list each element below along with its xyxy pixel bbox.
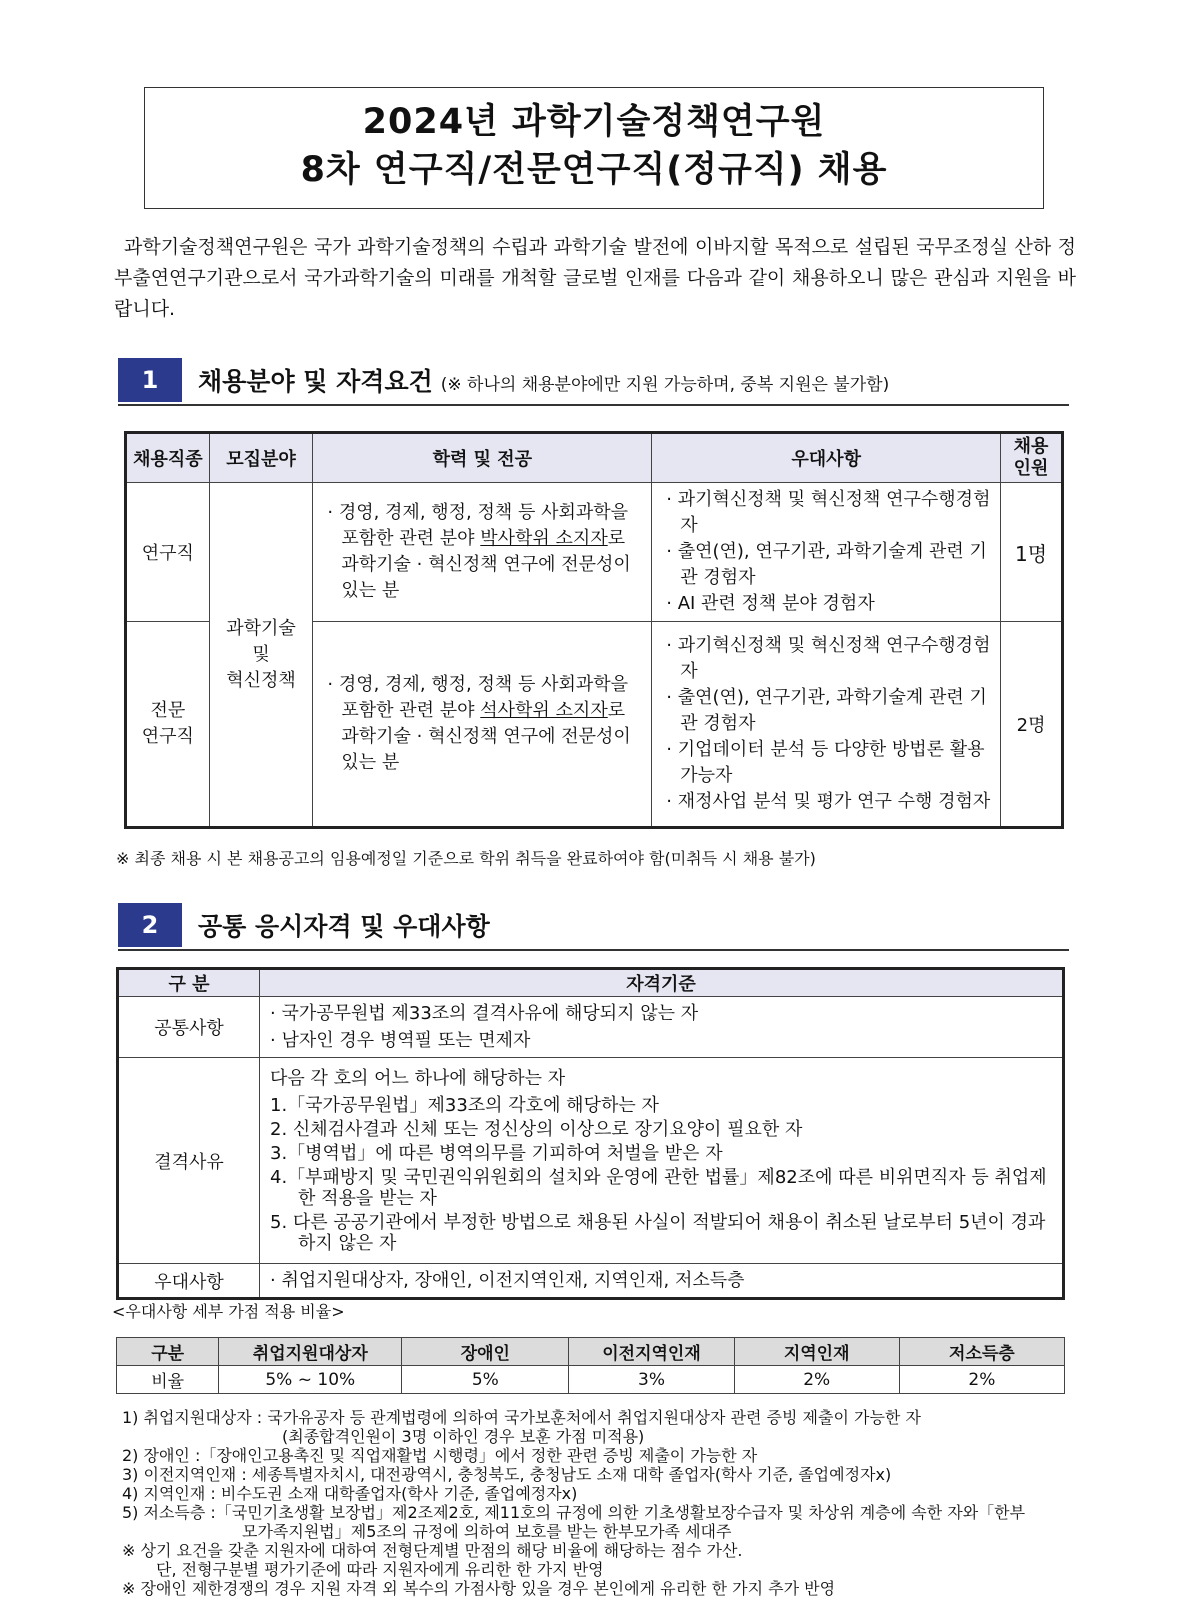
intro-paragraph: 과학기술정책연구원은 국가 과학기술정책의 수립과 과학기술 발전에 이바지할 목적으로 설립된 국무조정실 산하 정부출연연구기관으로서 국가과학기술의 미래를 개척할 글로벌 인재를 다음과 같이 채용하오니 많은 관심과 지원을 바랍니다. — [114, 236, 1076, 320]
disq-item: 5. 다른 공공기관에서 부정한 방법으로 채용된 사실이 적발되어 채용이 취소된 날로부터 5년이 경과하지 않은 자 — [270, 1211, 1046, 1254]
disq-intro: 다음 각 호의 어느 하나에 해당하는 자 — [270, 1067, 566, 1089]
pref-item: · 출연(연), 연구기관, 과학기술계 관련 기관 경험자 — [666, 541, 987, 588]
title-box — [144, 87, 1044, 209]
note-line: 4) 지역인재 : 비수도권 소재 대학졸업자(학사 기준, 졸업예정자x) — [122, 1484, 578, 1503]
disq-label: 결격사유 — [118, 1058, 260, 1264]
pref-item: · 재정사업 분석 및 평가 연구 수행 경험자 — [666, 791, 991, 812]
common-item: · 남자인 경우 병역필 또는 면제자 — [270, 1030, 531, 1051]
edu-item: · 경영, 경제, 행정, 정책 등 사회과학을 포함한 관련 분야 박사학위 소지자로 과학기술 · 혁신정책 연구에 전문성이 있는 분 — [327, 502, 631, 601]
pref-text: 출연(연), 연구기관, 과학기술계 관련 기관 경험자 — [677, 541, 987, 588]
page-subtitle: 8차 연구직/전문연구직(정규직) 채용 — [300, 150, 888, 190]
common-item: · 국가공무원법 제33조의 결격사유에 해당되지 않는 자 — [270, 1003, 699, 1024]
bonus-cell: 3% — [569, 1366, 734, 1394]
pref-text: AI 관련 정책 분야 경험자 — [677, 593, 875, 614]
edu-text: 경영, 경제, 행정, 정책 등 사회과학을 포함한 관련 분야 — [338, 502, 629, 549]
section-title: 공통 응시자격 및 우대사항 — [198, 912, 490, 941]
note-line: 5) 저소득층 :「국민기초생활 보장법」제2조제2호, 제11호의 규정에 의한 기초생활보장수급자 및 차상위 계층에 속한 자와「한부 — [122, 1503, 1026, 1522]
header-count: 채용 인원 — [1001, 433, 1063, 483]
bonus-header: 저소득층 — [899, 1338, 1064, 1366]
count-professional: 2명 — [1001, 622, 1063, 828]
page-title: 2024년 과학기술정책연구원 — [362, 102, 826, 142]
common-text: 남자인 경우 병역필 또는 면제자 — [281, 1030, 531, 1051]
recruitment-table — [124, 431, 1064, 829]
qualification-table — [116, 967, 1065, 1300]
section-note: (※ 하나의 채용분야에만 지원 가능하며, 중복 지원은 불가함) — [440, 375, 890, 395]
header-field: 모집분야 — [209, 433, 313, 483]
pref-item: · 기업데이터 분석 등 다양한 방법론 활용 가능자 — [666, 739, 985, 786]
bonus-table — [116, 1337, 1065, 1394]
bonus-cell: 5% — [402, 1366, 569, 1394]
pref-criteria: · 취업지원대상자, 장애인, 이전지역인재, 지역인재, 저소득층 — [260, 1264, 1064, 1299]
note-line: (최종합격인원이 3명 이하인 경우 보훈 가점 미적용) — [282, 1427, 645, 1446]
common-text: 국가공무원법 제33조의 결격사유에 해당되지 않는 자 — [281, 1003, 699, 1024]
bonus-header: 취업지원대상자 — [219, 1338, 402, 1366]
edu-text: 경영, 경제, 행정, 정책 등 사회과학을 포함한 관련 분야 — [338, 674, 629, 721]
pref-text: 기업데이터 분석 등 다양한 방법론 활용 가능자 — [677, 739, 985, 786]
section-2-header — [118, 903, 1069, 951]
section-number: 1 — [118, 358, 182, 402]
bonus-header: 지역인재 — [734, 1338, 899, 1366]
edu-professional — [313, 622, 652, 828]
edu-researcher — [313, 483, 652, 622]
header-criteria: 자격기준 — [260, 969, 1064, 997]
bonus-caption: <우대사항 세부 가점 적용 비율> — [112, 1302, 345, 1321]
note-line: ※ 상기 요건을 갖춘 지원자에 대하여 전형단계별 만점의 해당 비율에 해당하는 점수 가산. — [122, 1541, 743, 1560]
note-line: 단, 전형구분별 평가기준에 따라 지원자에게 유리한 한 가지 반영 — [156, 1560, 604, 1579]
disq-item: 3.「병역법」에 따른 병역의무를 기피하여 처벌을 받은 자 — [270, 1142, 723, 1164]
pref-researcher — [652, 483, 1001, 622]
edu-degree: 박사학위 소지자 — [480, 528, 608, 549]
section-title — [198, 362, 889, 398]
bonus-cell: 5% ~ 10% — [219, 1366, 402, 1394]
header-preference: 우대사항 — [652, 433, 1001, 483]
edu-degree: 석사학위 소지자 — [480, 700, 608, 721]
pref-professional — [652, 622, 1001, 828]
section-1-header — [118, 358, 1069, 406]
pref-text: 과기혁신정책 및 혁신정책 연구수행경험자 — [677, 635, 991, 682]
edu-text: 로 과학기술 · 혁신정책 연구에 전문성이 있는 분 — [341, 700, 631, 773]
bonus-cell: 2% — [899, 1366, 1064, 1394]
bonus-header: 이전지역인재 — [569, 1338, 734, 1366]
bonus-header: 장애인 — [402, 1338, 569, 1366]
section-title-text: 채용분야 및 자격요건 — [198, 367, 433, 396]
field-cell: 과학기술 및 혁신정책 — [209, 483, 313, 828]
edu-text: 로 과학기술 · 혁신정책 연구에 전문성이 있는 분 — [341, 528, 631, 601]
edu-item: · 경영, 경제, 행정, 정책 등 사회과학을 포함한 관련 분야 석사학위 소지자로 과학기술 · 혁신정책 연구에 전문성이 있는 분 — [327, 674, 631, 773]
disq-item: 2. 신체검사결과 신체 또는 정신상의 이상으로 장기요양이 필요한 자 — [270, 1118, 803, 1140]
bonus-cell: 2% — [734, 1366, 899, 1394]
header-education: 학력 및 전공 — [313, 433, 652, 483]
pref-text: 출연(연), 연구기관, 과학기술계 관련 기관 경험자 — [677, 687, 987, 734]
pref-label: 우대사항 — [118, 1264, 260, 1299]
pref-item: · 과기혁신정책 및 혁신정책 연구수행경험자 — [666, 489, 991, 536]
note-line: 2) 장애인 :「장애인고용촉진 및 직업재활법 시행령」에서 정한 관련 증빙 제출이 가능한 자 — [122, 1446, 758, 1465]
bonus-header: 구분 — [117, 1338, 219, 1366]
job-professional: 전문 연구직 — [126, 622, 210, 828]
section-1-footnote: ※ 최종 채용 시 본 채용공고의 임용예정일 기준으로 학위 취득을 완료하여야 함(미취득 시 채용 불가) — [116, 849, 816, 868]
disq-criteria — [260, 1058, 1064, 1264]
header-job: 채용직종 — [126, 433, 210, 483]
section-number: 2 — [118, 903, 182, 947]
pref-item: · AI 관련 정책 분야 경험자 — [666, 593, 875, 614]
common-label: 공통사항 — [118, 997, 260, 1058]
job-researcher: 연구직 — [126, 483, 210, 622]
pref-text: 재정사업 분석 및 평가 연구 수행 경험자 — [677, 791, 991, 812]
note-line: 1) 취업지원대상자 : 국가유공자 등 관계법령에 의하여 국가보훈처에서 취업지원대상자 관련 증빙 제출이 가능한 자 — [122, 1408, 921, 1427]
bonus-notes — [122, 1408, 1082, 1598]
common-criteria — [260, 997, 1064, 1058]
bonus-cell: 비율 — [117, 1366, 219, 1394]
disq-item: 1.「국가공무원법」제33조의 각호에 해당하는 자 — [270, 1094, 659, 1116]
pref-text: 과기혁신정책 및 혁신정책 연구수행경험자 — [677, 489, 991, 536]
note-line: 모가족지원법」제5조의 규정에 의하여 보호를 받는 한부모가족 세대주 — [242, 1522, 732, 1541]
note-line: ※ 장애인 제한경쟁의 경우 지원 자격 외 복수의 가점사항 있을 경우 본인에게 유리한 한 가지 추가 반영 — [122, 1579, 836, 1598]
pref-text: 취업지원대상자, 장애인, 이전지역인재, 지역인재, 저소득층 — [281, 1270, 745, 1291]
count-researcher: 1명 — [1001, 483, 1063, 622]
header-category: 구 분 — [118, 969, 260, 997]
pref-item: · 과기혁신정책 및 혁신정책 연구수행경험자 — [666, 635, 991, 682]
note-line: 3) 이전지역인재 : 세종특별자치시, 대전광역시, 충청북도, 충청남도 소재 대학 졸업자(학사 기준, 졸업예정자x) — [122, 1465, 892, 1484]
disq-item: 4.「부패방지 및 국민권익위원회의 설치와 운영에 관한 법률」제82조에 따른 비위면직자 등 취업제한 적용을 받는 자 — [270, 1166, 1047, 1209]
pref-item: · 출연(연), 연구기관, 과학기술계 관련 기관 경험자 — [666, 687, 987, 734]
